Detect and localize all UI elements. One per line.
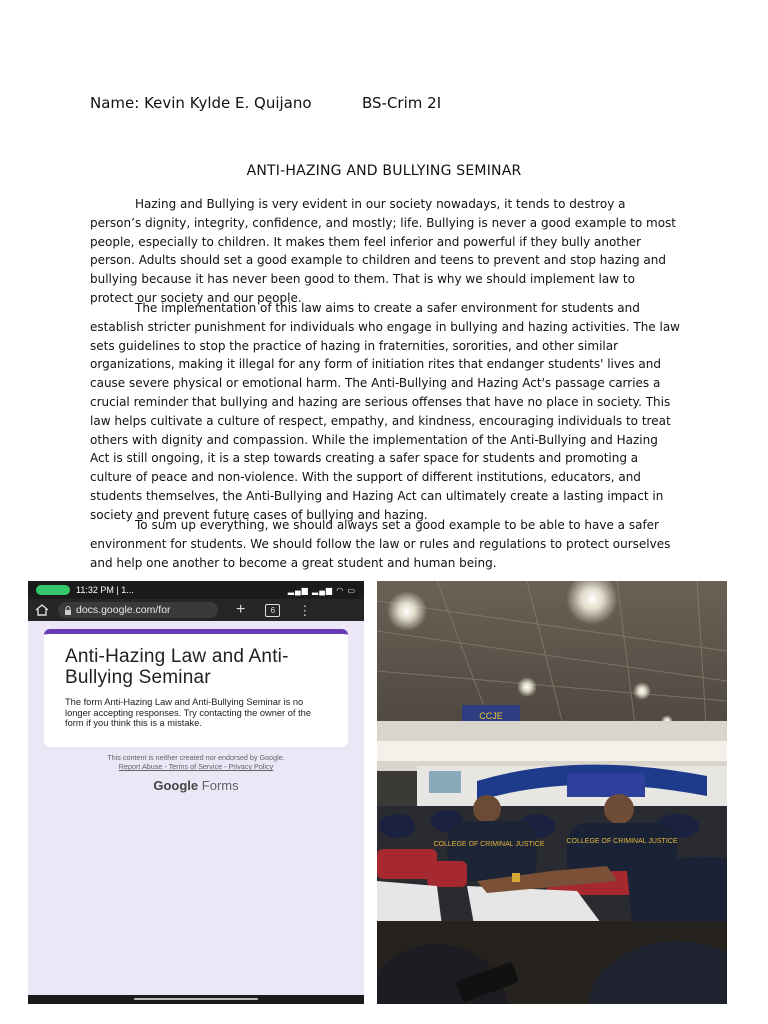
seminar-photo-illustration [377,581,727,1004]
forms-wordmark: Forms [201,778,239,793]
google-wordmark: Google [153,778,199,793]
projector-screen [429,771,461,793]
ceiling-light [387,591,427,631]
paragraph: Hazing and Bullying is very evident in our society nowadays, it tends to destroy a person’s dignity, integrity, confidence, and mostly; life. Bullying is never a good example to most people, especially to children. It makes them feel inferior and powerful if they bully another person. Adults should set a good example to children and teens to prevent and stop hazing and bullying because it has never been good to them. That is why we should implement law to protect our society and our people. [90,197,677,305]
google-forms-screenshot [28,581,364,1004]
shirt-text: COLLEGE OF CRIMINAL JUSTICE [433,841,545,848]
phone-status-bar [28,581,364,599]
google-disclaimer [28,753,364,771]
tab-count-icon: 6 [265,604,280,617]
signal-wifi-battery-icon: ▂▄▆ ▂▄▆ ◠ ▭ [287,585,356,595]
call-indicator-icon [36,585,70,595]
home-icon [34,603,50,617]
url-field [58,602,218,618]
student-info [90,94,442,112]
wristwatch [512,873,520,882]
form-closed-message: The form Anti-Hazing Law and Anti-Bullying Seminar is no longer accepting responses. Try contacting the owner of the form if you think this is a mistake. [65,697,311,728]
footer-links: Report Abuse - Terms of Service - Privacy Policy [118,762,274,771]
gesture-handle [134,998,258,1000]
shirt-text: COLLEGE OF CRIMINAL JUSTICE [566,838,678,845]
ceiling-light [517,677,537,697]
status-time: 11:32 PM | 1... [76,585,134,595]
seminar-photo [377,581,727,1004]
browser-url-bar [28,599,364,621]
paragraph: To sum up everything, we should always set a good example to be able to have a safer environment for students. We should follow the law or rules and regulations to protect ourselves and help one another to become a great student and human being. [90,518,671,570]
more-menu-icon: ⋮ [298,602,312,618]
url-text: docs.google.com/for [76,604,171,616]
form-title: Anti-Hazing Law and Anti-Bullying Seminar [65,646,289,688]
ceiling-light [633,682,651,700]
stage-backdrop [567,773,645,797]
student-course: BS-Crim 2I [362,94,442,112]
paragraph: The implementation of this law aims to create a safer environment for students and establish stricter punishment for individuals who engage in bullying and hazing activities. The law sets guidelines to stop the practice of hazing in fraternities, sororities, and other similar organizations, making it illegal for any form of initiation rites that endanger students' lives and cause severe physical or emotional harm. The Anti-Bullying and Hazing Act's passage carries a crucial reminder that bullying and hazing are serious offenses that have no place in society. This law helps cultivate a culture of respect, empathy, and kindness, encouraging individuals to treat others with dignity and compassion. While the implementation of the Anti-Bullying and Hazing Act is still ongoing, it is a step towards creating a safer space for students and promoting a culture of peace and non-violence. With the support of different institutions, educators, and students themselves, the Anti-Bullying and Hazing Act can ultimately create a lasting impact in society and prevent future cases of bullying and hazing. [90,301,680,522]
foreground-person [627,857,727,921]
lock-icon [64,606,72,615]
new-tab-icon: + [236,601,246,618]
disclaimer-text: This content is neither created nor endorsed by Google. [107,753,285,762]
form-closed-card [44,629,348,747]
gesture-bar [28,995,364,1004]
google-forms-logo [28,778,364,793]
banner-text: CCJE [479,711,503,721]
student-name: Name: Kevin Kylde E. Quijano [90,94,312,112]
document-title: ANTI-HAZING AND BULLYING SEMINAR [246,163,522,179]
